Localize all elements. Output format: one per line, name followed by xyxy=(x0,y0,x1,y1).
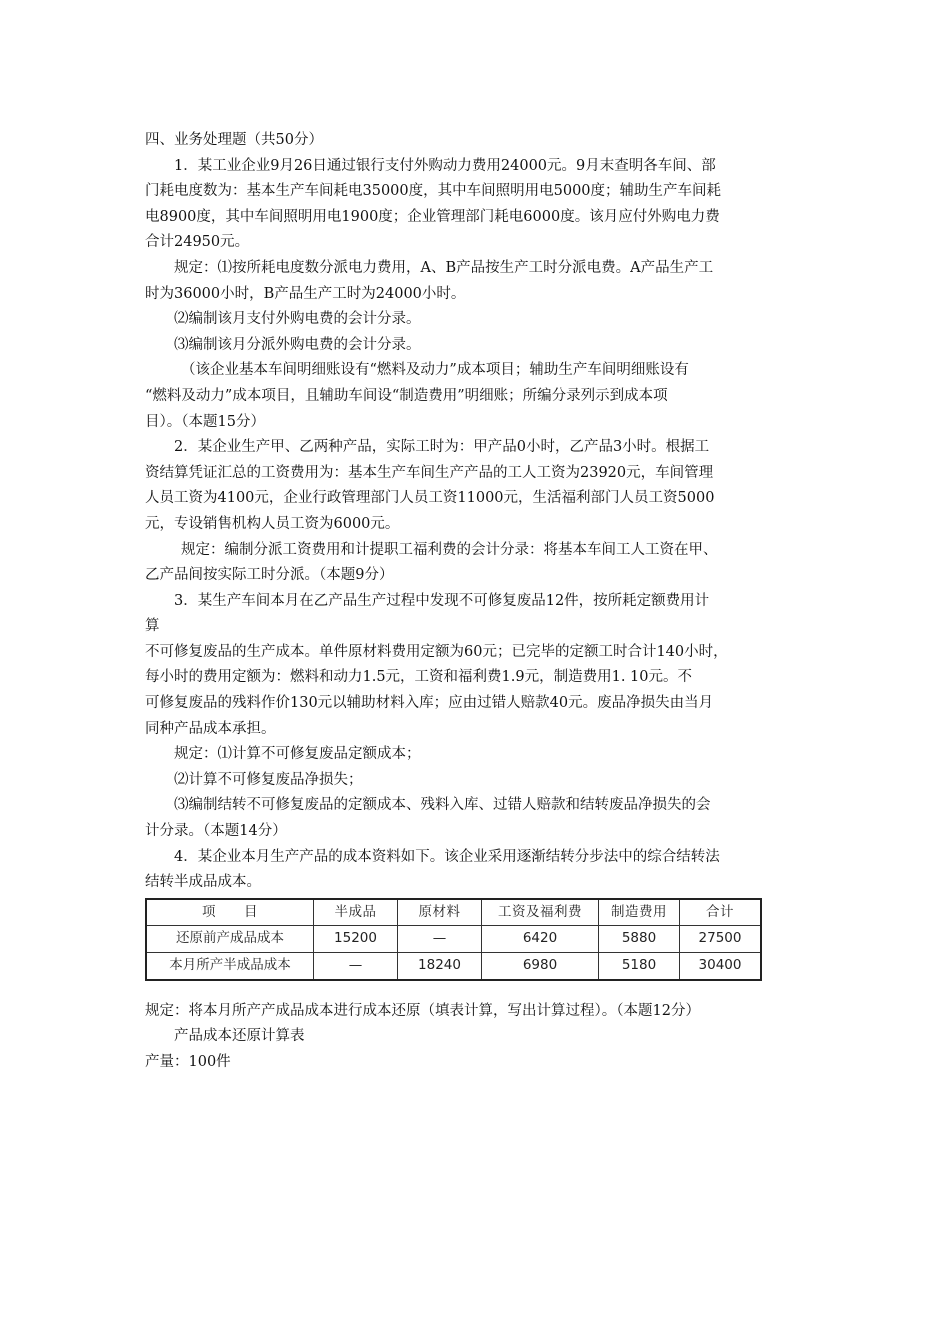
q1-line-2: 门耗电度数为：基本生产车间耗电35000度，其中车间照明用电5000度；辅助生产车间耗 xyxy=(145,183,722,200)
q2-req-line-1: 规定：编制分派工资费用和计提职工福利费的会计分录：将基本车间工人工资在甲、 xyxy=(181,541,718,558)
table-header-cell: 原材料 xyxy=(398,899,482,926)
table-header-cell: 工资及福利费 xyxy=(482,899,599,926)
q4-line-1: 4．某企业本月生产产品的成本资料如下。该企业采用逐渐结转分步法中的综合结转法 xyxy=(174,848,720,865)
table-header-row xyxy=(146,899,761,926)
table-cell: — xyxy=(398,926,482,953)
q3-req3-line-2: 计分录。（本题14分） xyxy=(145,823,287,840)
table-cell: 5880 xyxy=(599,926,680,953)
table-header-cell: 半成品 xyxy=(314,899,398,926)
q1-note-line-1: （该企业基本车间明细账设有“燃料及动力”成本项目；辅助生产车间明细账设有 xyxy=(181,362,689,379)
table-cell: 30400 xyxy=(680,953,762,980)
table-cell: 15200 xyxy=(314,926,398,953)
table-header-cell: 合计 xyxy=(680,899,762,926)
cost-data-table xyxy=(145,898,762,981)
q3-req2: ⑵计算不可修复废品净损失； xyxy=(174,771,363,788)
q3-req3-line-1: ⑶编制结转不可修复废品的定额成本、残料入库、过错人赔款和结转废品净损失的会 xyxy=(174,797,711,814)
table-cell: 27500 xyxy=(680,926,762,953)
q3-line-1: 3．某生产车间本月在乙产品生产过程中发现不可修复废品12件，按所耗定额费用计 xyxy=(174,592,710,609)
section-title: 四、业务处理题（共50分） xyxy=(145,132,323,148)
q3-line-3: 不可修复废品的生产成本。单件原材料费用定额为60元；已完毕的定额工时合计140小时， xyxy=(145,643,728,660)
table-cell: 6980 xyxy=(482,953,599,980)
table-header-cell: 项 目 xyxy=(146,899,314,926)
q1-line-4: 合计24950元。 xyxy=(145,234,250,251)
q2-line-3: 人员工资为4100元，企业行政管理部门人员工资11000元，生活福利部门人员工资5000 xyxy=(145,490,715,507)
q4-line-2: 结转半成品成本。 xyxy=(145,874,261,891)
q1-req3: ⑶编制该月分派外购电费的会计分录。 xyxy=(174,336,421,353)
q2-req-line-2: 乙产品间按实际工时分派。（本题9分） xyxy=(145,567,394,584)
table-cell: 6420 xyxy=(482,926,599,953)
table-cell: 18240 xyxy=(398,953,482,980)
table-cell: 5180 xyxy=(599,953,680,980)
q1-req-line-2: 时为36000小时，B产品生产工时为24000小时。 xyxy=(145,285,466,302)
q3-line-6: 同种产品成本承担。 xyxy=(145,720,276,737)
q3-line-4: 每小时的费用定额为：燃料和动力1.5元，工资和福利费1.9元，制造费用1. 10元。不 xyxy=(145,669,693,686)
q2-line-4: 元，专设销售机构人员工资为6000元。 xyxy=(145,515,400,532)
table-cell: 本月所产半成品成本 xyxy=(146,953,314,980)
q1-line-1: 1．某工业企业9月26日通过银行支付外购动力费用24000元。9月末查明各车间、部 xyxy=(174,157,716,174)
document-page xyxy=(145,128,811,1075)
q2-line-1: 2．某企业生产甲、乙两种产品，实际工时为：甲产品0小时，乙产品3小时。根据工 xyxy=(174,439,710,456)
q1-req2: ⑵编制该月支付外购电费的会计分录。 xyxy=(174,311,421,328)
q1-note-line-2: “燃料及动力”成本项目，且辅助车间设“制造费用”明细账；所编分录列示到成本项 xyxy=(145,387,668,404)
q3-line-2: 算 xyxy=(145,618,160,635)
q4-requirement: 规定：将本月所产产成品成本进行成本还原（填表计算，写出计算过程）。（本题12分） xyxy=(145,1002,700,1019)
restore-table-title: 产品成本还原计算表 xyxy=(174,1028,305,1045)
q3-req1: 规定：⑴计算不可修复废品定额成本； xyxy=(174,746,421,763)
table-cell: — xyxy=(314,953,398,980)
q2-line-2: 资结算凭证汇总的工资费用为：基本生产车间生产产品的工人工资为23920元，车间管理 xyxy=(145,464,714,481)
q3-line-5: 可修复废品的残料作价130元以辅助材料入库；应由过错人赔款40元。废品净损失由当月 xyxy=(145,695,714,712)
q1-line-3: 电8900度，其中车间照明用电1900度；企业管理部门耗电6000度。该月应付外购电力费 xyxy=(145,208,720,225)
table-row xyxy=(146,926,761,953)
table-header-cell: 制造费用 xyxy=(599,899,680,926)
quantity-label: 产量：100件 xyxy=(145,1053,231,1070)
table-row xyxy=(146,953,761,980)
q1-note-line-3: 目）。（本题15分） xyxy=(145,413,265,430)
table-cell: 还原前产成品成本 xyxy=(146,926,314,953)
q1-req-line-1: 规定：⑴按所耗电度数分派电力费用，A、B产品按生产工时分派电费。A产品生产工 xyxy=(174,259,714,276)
